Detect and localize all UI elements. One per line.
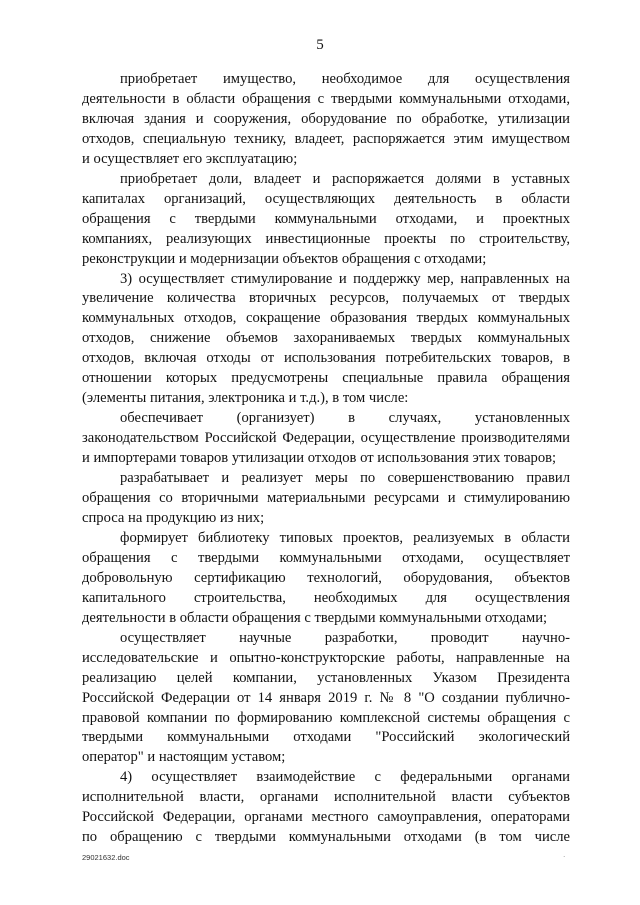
- paragraph-line: и импортерами товаров утилизации отходов от использования этих товаров;: [82, 450, 557, 467]
- paragraph: [82, 469, 570, 529]
- paragraph-line: отношении которых предусмотрены специальные правила обращения: [82, 370, 570, 387]
- paragraph-line: 3) осуществляет стимулирование и поддержку мер, направленных на: [120, 270, 570, 287]
- paragraph: [82, 70, 570, 170]
- paragraph-line: реконструкции и модернизации объектов обращения с отходами;: [82, 250, 487, 267]
- paragraph-line: приобретает имущество, необходимое для осуществления: [120, 71, 570, 87]
- paragraph: [82, 629, 570, 769]
- document-body: [82, 70, 570, 848]
- paragraph-line: спроса на продукцию из них;: [82, 509, 265, 526]
- paragraph-line: обращения с твердыми коммунальными отходами, и проектных: [82, 210, 570, 227]
- paragraph-line: и осуществляет его эксплуатацию;: [82, 150, 298, 167]
- paragraph: [82, 768, 570, 848]
- paragraph-line: компаниях, реализующих инвестиционные проекты по строительству,: [82, 230, 570, 247]
- paragraph-line: по обращению с твердыми коммунальными отходами (в том числе: [82, 829, 570, 846]
- paragraph-line: законодательством Российской Федерации, осуществление производителями: [82, 430, 570, 447]
- paragraph-line: отходов, специальную технику, владеет, распоряжается этим имуществом: [82, 130, 570, 147]
- paragraph-line: коммунальных отходов, сокращение образования твердых коммунальных: [82, 310, 570, 327]
- paragraph-line: деятельности в области обращения с твердыми коммунальными отходами,: [82, 90, 570, 107]
- paragraph-line: твердыми коммунальными отходами "Российский экологический: [82, 729, 570, 746]
- paragraph: [82, 270, 570, 410]
- paragraph-line: исследовательские и опытно-конструкторские работы, направленные на: [82, 649, 570, 666]
- paragraph-line: отходов, включая отходы от использования потребительских товаров, в: [82, 350, 570, 367]
- paragraph-line: деятельности в области обращения с твердыми коммунальными отходами;: [82, 609, 548, 626]
- paragraph-line: разрабатывает и реализует меры по совершенствованию правил: [120, 470, 570, 487]
- paragraph-line: оператор" и настоящим уставом;: [82, 749, 286, 766]
- paragraph-line: формирует библиотеку типовых проектов, реализуемых в области: [120, 529, 570, 546]
- paragraph-line: капитального строительства, необходимых для осуществления: [82, 589, 570, 606]
- paragraph-line: реализацию целей компании, установленных Указом Президента: [82, 669, 570, 686]
- paragraph-line: осуществляет научные разработки, проводит научно-: [120, 629, 570, 646]
- paragraph-line: включая здания и сооружения, оборудование по обработке, утилизации: [82, 110, 570, 127]
- paragraph: [82, 170, 570, 270]
- paragraph-line: правовой компании по формированию комплексной системы обращения с: [82, 709, 570, 726]
- paragraph-line: увеличение количества вторичных ресурсов, получаемых от твердых: [82, 290, 570, 307]
- paragraph-line: Российской Федерации от 14 января 2019 г. № 8 "О создании публично-: [82, 689, 570, 706]
- footer-mark: ·: [563, 853, 566, 861]
- paragraph-line: обеспечивает (организует) в случаях, установленных: [120, 410, 570, 427]
- paragraph-line: (элементы питания, электроника и т.д.), в том числе:: [82, 390, 409, 407]
- paragraph: [82, 409, 570, 469]
- paragraph-line: обращения со вторичными материальными ресурсами и стимулированию: [82, 490, 570, 507]
- paragraph-line: 4) осуществляет взаимодействие с федеральными органами: [120, 769, 570, 786]
- paragraph-line: отходов, снижение объемов захораниваемых твердых коммунальных: [82, 330, 570, 347]
- page-number: 5: [316, 37, 324, 53]
- document-file-id: 29021632.doc: [82, 853, 130, 862]
- paragraph-line: добровольную сертификацию технологий, оборудования, объектов: [82, 569, 570, 586]
- paragraph-line: исполнительной власти, органами исполнительной власти субъектов: [82, 789, 570, 806]
- paragraph-line: приобретает доли, владеет и распоряжается долями в уставных: [120, 170, 570, 187]
- paragraph: [82, 529, 570, 629]
- paragraph-line: обращения с твердыми коммунальными отходами, осуществляет: [82, 549, 570, 566]
- paragraph-line: Российской Федерации, органами местного самоуправления, операторами: [82, 809, 570, 826]
- paragraph-line: капиталах организаций, осуществляющих деятельность в области: [82, 190, 570, 207]
